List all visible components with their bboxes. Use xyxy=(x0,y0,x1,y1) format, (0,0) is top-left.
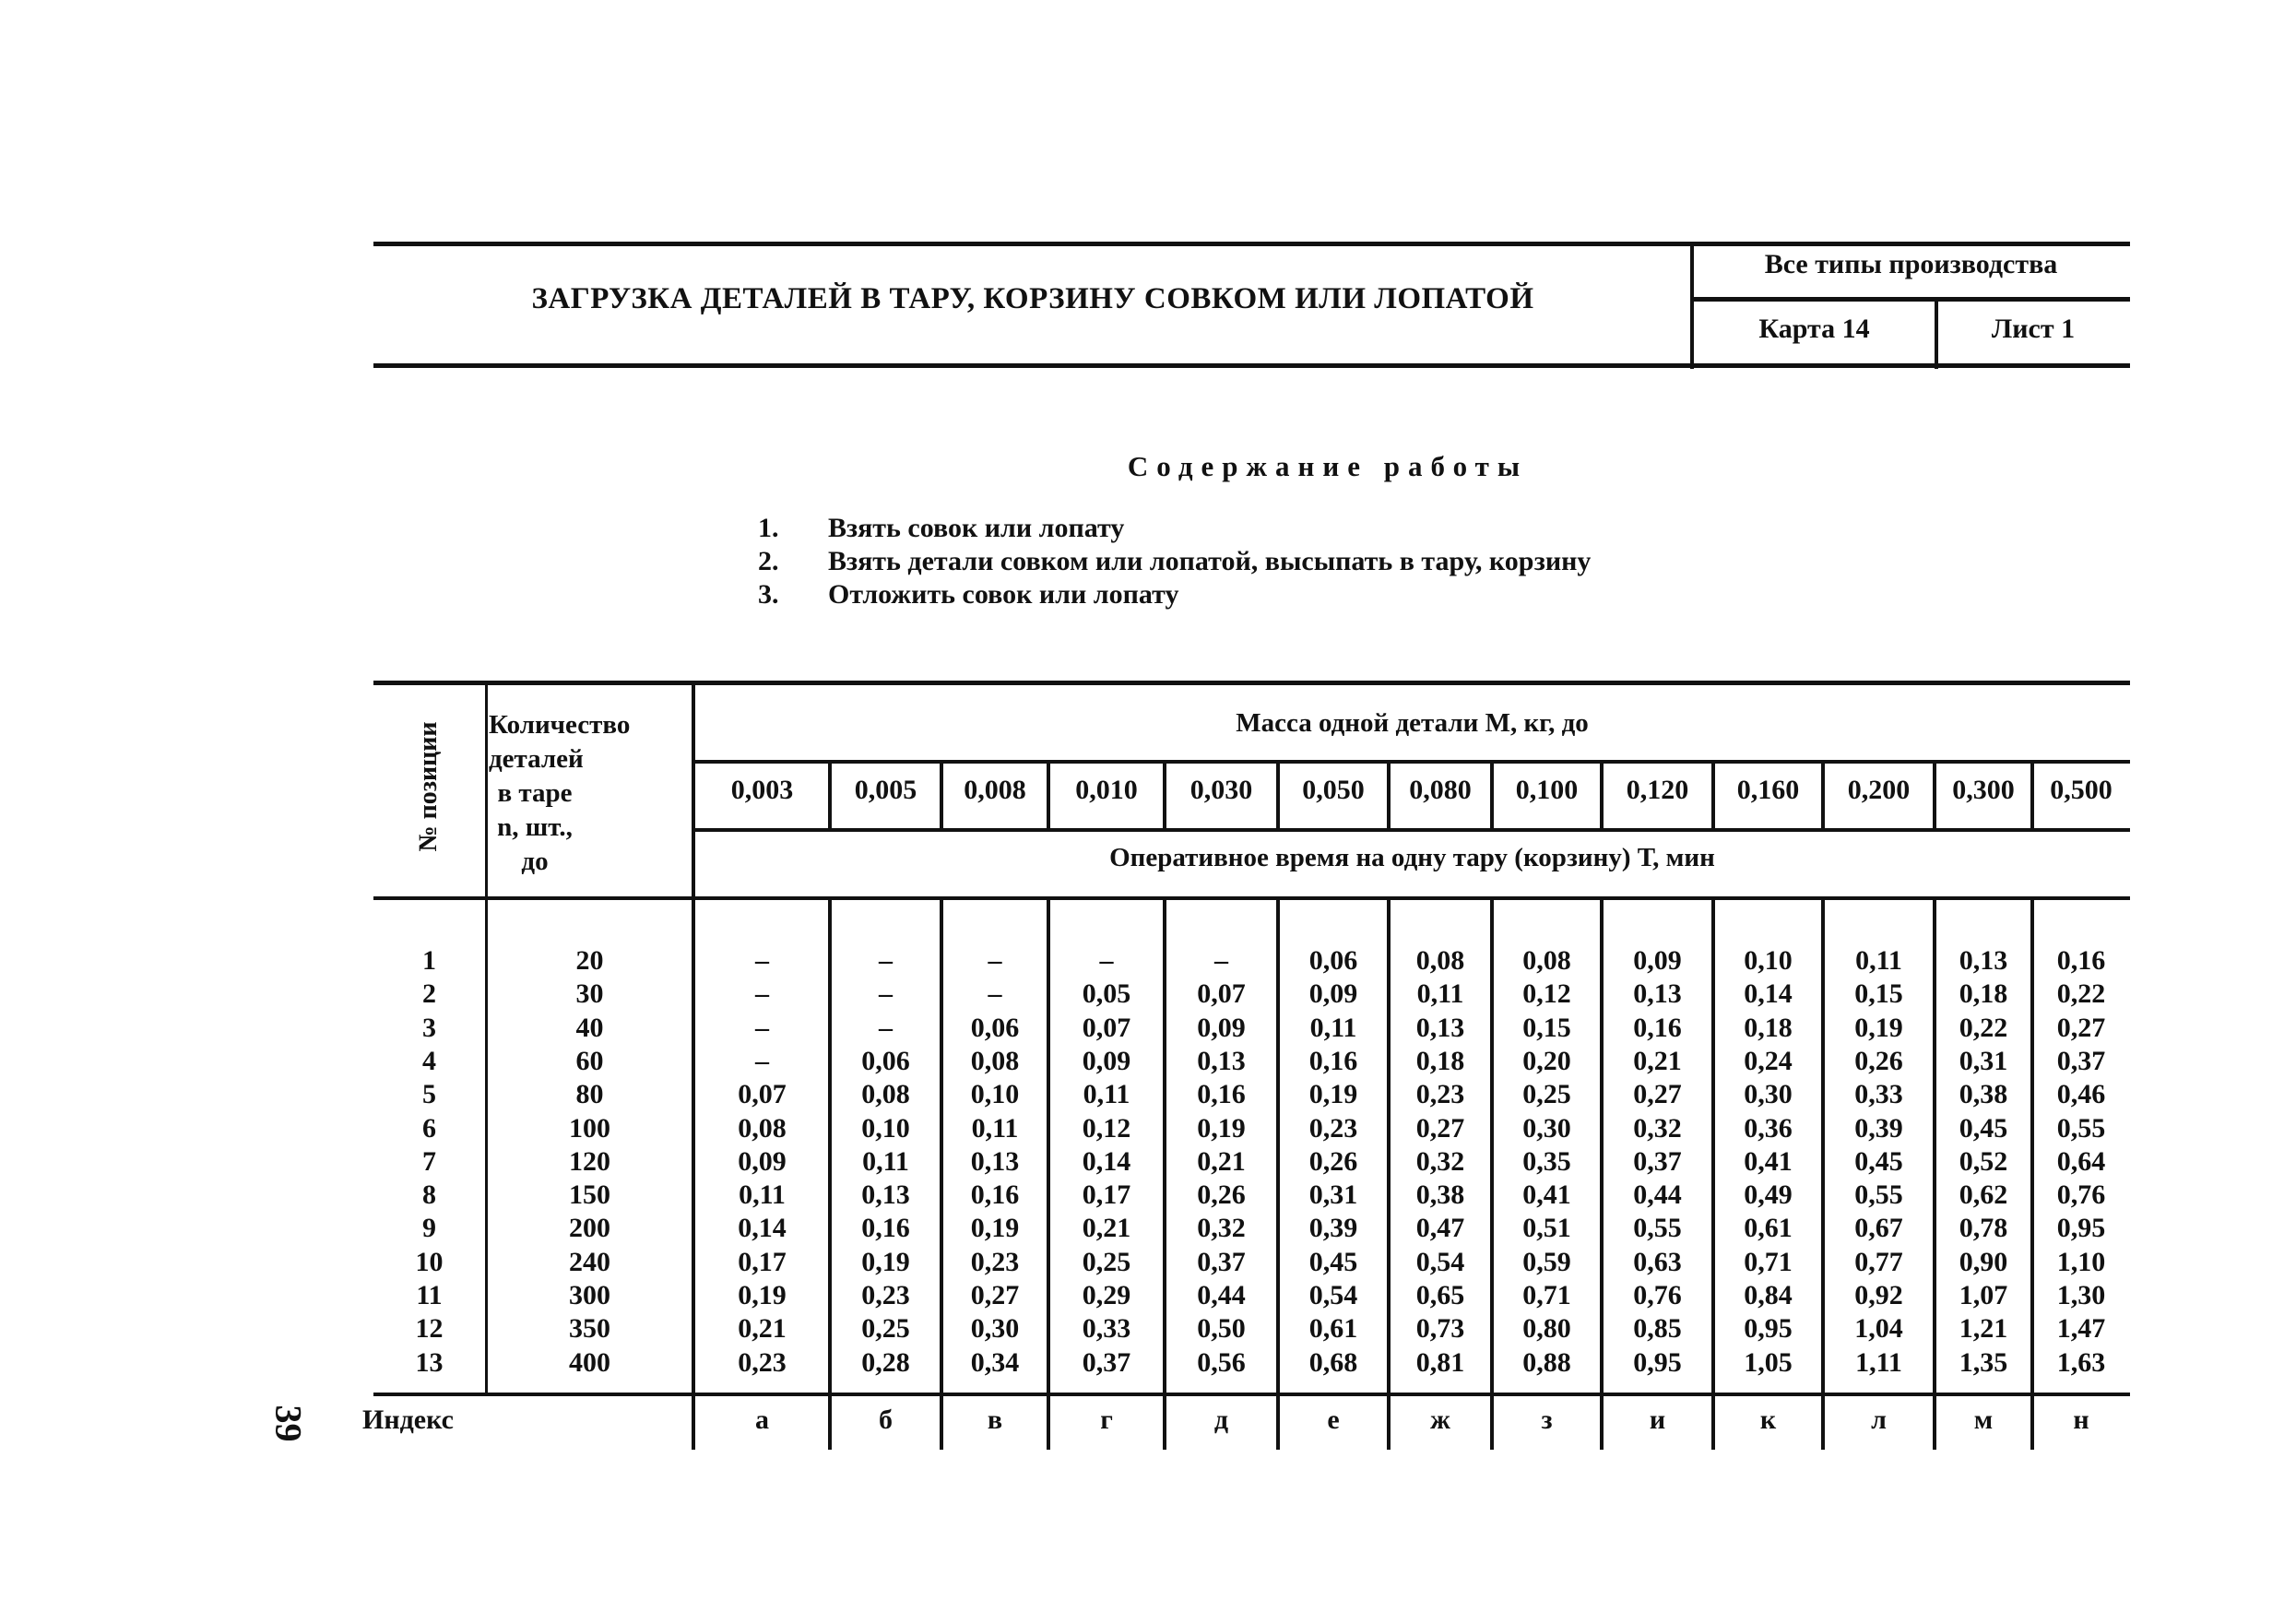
time-value: 0,50 xyxy=(1197,1313,1246,1345)
time-value: 0,13 xyxy=(1415,1012,1465,1043)
quantity-value: 40 xyxy=(575,1012,604,1043)
time-value: 1,07 xyxy=(1959,1280,2008,1310)
time-value: 0,71 xyxy=(1744,1246,1793,1277)
time-value: – xyxy=(755,1045,769,1076)
mass-value: 0,100 xyxy=(1515,775,1579,805)
time-value: 0,13 xyxy=(970,1145,1020,1177)
time-value: 0,08 xyxy=(861,1079,910,1110)
time-value: 0,68 xyxy=(1308,1346,1358,1378)
time-value: 0,19 xyxy=(738,1280,787,1310)
time-value: 0,78 xyxy=(1959,1213,2008,1244)
time-value: 0,81 xyxy=(1415,1346,1465,1378)
time-value: 0,27 xyxy=(1633,1079,1682,1110)
position-number: 3 xyxy=(422,1012,436,1043)
time-value: 0,37 xyxy=(1197,1246,1246,1277)
time-value: 0,19 xyxy=(1854,1012,1903,1043)
position-header xyxy=(383,704,475,870)
time-value: 0,45 xyxy=(1854,1145,1903,1177)
time-value: – xyxy=(1214,945,1228,976)
time-value: 0,08 xyxy=(970,1045,1020,1076)
index-value: г xyxy=(1100,1405,1113,1435)
quantity-value: 240 xyxy=(569,1246,610,1277)
step-number: 1. xyxy=(758,513,779,543)
time-value: 0,07 xyxy=(1082,1012,1131,1043)
time-value: – xyxy=(879,945,893,976)
time-value: 0,32 xyxy=(1197,1213,1246,1244)
time-value: 0,71 xyxy=(1522,1280,1571,1310)
time-value: 0,30 xyxy=(970,1313,1020,1345)
table-top-rule xyxy=(373,681,2130,685)
time-value: 0,26 xyxy=(1197,1179,1246,1211)
index-value: н xyxy=(2073,1405,2089,1435)
time-value: 0,37 xyxy=(1082,1346,1131,1378)
time-value: 0,16 xyxy=(1633,1012,1682,1043)
position-header-text: № позиции xyxy=(414,721,443,852)
position-number: 12 xyxy=(415,1313,444,1345)
time-value: 0,88 xyxy=(1522,1346,1571,1378)
time-value: 0,19 xyxy=(861,1246,910,1277)
mass-value: 0,500 xyxy=(2050,775,2113,805)
time-value: 0,23 xyxy=(1308,1112,1358,1144)
index-value: е xyxy=(1327,1405,1340,1435)
index-value: ж xyxy=(1430,1405,1450,1435)
time-value: 0,06 xyxy=(970,1012,1020,1043)
time-value: 0,35 xyxy=(1522,1145,1571,1177)
time-value: 0,12 xyxy=(1522,978,1571,1010)
time-value: 0,10 xyxy=(970,1079,1020,1110)
time-value: 0,26 xyxy=(1308,1145,1358,1177)
quantity-value: 350 xyxy=(569,1313,610,1345)
time-value: 0,11 xyxy=(739,1179,786,1211)
time-value: 0,80 xyxy=(1522,1313,1571,1345)
time-value: 0,30 xyxy=(1522,1112,1571,1144)
quantity-header-line: в таре xyxy=(497,778,573,808)
time-value: 0,27 xyxy=(2056,1012,2106,1043)
time-value: – xyxy=(755,1012,769,1043)
time-value: 0,14 xyxy=(1744,978,1793,1010)
time-value: 0,56 xyxy=(1197,1346,1246,1378)
time-value: 0,16 xyxy=(1197,1079,1246,1110)
time-value: 0,41 xyxy=(1744,1145,1793,1177)
quantity-value: 60 xyxy=(575,1045,604,1076)
time-value: 0,23 xyxy=(738,1346,787,1378)
mass-value: 0,200 xyxy=(1847,775,1911,805)
time-value: 0,30 xyxy=(1744,1079,1793,1110)
time-value: 0,18 xyxy=(1744,1012,1793,1043)
time-value: 0,09 xyxy=(1197,1012,1246,1043)
time-value: 1,30 xyxy=(2056,1280,2106,1310)
position-number: 1 xyxy=(422,945,436,976)
mass-value: 0,005 xyxy=(854,775,917,805)
time-value: 0,16 xyxy=(1308,1045,1358,1076)
time-value: 0,17 xyxy=(738,1246,787,1277)
step-number: 2. xyxy=(758,546,779,576)
time-value: 0,54 xyxy=(1415,1246,1465,1277)
card-number: Карта 14 xyxy=(1758,314,1870,344)
time-value: 0,38 xyxy=(1415,1179,1465,1211)
quantity-value: 200 xyxy=(569,1213,610,1244)
time-value: 0,32 xyxy=(1415,1145,1465,1177)
index-value: м xyxy=(1973,1405,1994,1435)
time-value: 0,07 xyxy=(738,1079,787,1110)
time-value: 0,19 xyxy=(970,1213,1020,1244)
time-value: 0,15 xyxy=(1854,978,1903,1010)
time-value: 0,92 xyxy=(1854,1280,1903,1310)
index-value: а xyxy=(755,1405,769,1435)
time-value: 0,33 xyxy=(1854,1079,1903,1110)
divider xyxy=(373,242,2130,246)
work-steps xyxy=(758,512,1591,611)
time-value: 0,36 xyxy=(1744,1112,1793,1144)
table-rule xyxy=(694,760,2130,764)
time-value: 0,55 xyxy=(2056,1112,2106,1144)
time-value: 0,06 xyxy=(1308,945,1358,976)
time-value: 0,11 xyxy=(1083,1079,1130,1110)
time-value: 0,95 xyxy=(2056,1213,2106,1244)
time-value: 0,25 xyxy=(1522,1079,1571,1110)
quantity-value: 120 xyxy=(569,1145,610,1177)
time-value: 0,21 xyxy=(738,1313,787,1345)
time-value: 0,05 xyxy=(1082,978,1131,1010)
list-item xyxy=(758,512,1591,545)
time-value: 0,55 xyxy=(1854,1179,1903,1211)
mass-value: 0,080 xyxy=(1409,775,1472,805)
divider xyxy=(373,363,2130,368)
time-value: 0,65 xyxy=(1415,1280,1465,1310)
time-value: 0,84 xyxy=(1744,1280,1793,1310)
quantity-value: 300 xyxy=(569,1280,610,1310)
time-value: 0,21 xyxy=(1197,1145,1246,1177)
time-value: 0,27 xyxy=(1415,1112,1465,1144)
time-value: 0,39 xyxy=(1308,1213,1358,1244)
time-value: 1,11 xyxy=(1855,1346,1902,1378)
time-value: 0,77 xyxy=(1854,1246,1903,1277)
quantity-value: 400 xyxy=(569,1346,610,1378)
time-value: 0,28 xyxy=(861,1346,910,1378)
time-value: 0,13 xyxy=(1633,978,1682,1010)
time-value: 0,09 xyxy=(1082,1045,1131,1076)
time-value: 0,15 xyxy=(1522,1012,1571,1043)
time-value: – xyxy=(879,978,893,1010)
list-item xyxy=(758,545,1591,578)
time-value: 0,11 xyxy=(1855,945,1902,976)
step-number: 3. xyxy=(758,579,779,610)
time-value: 0,62 xyxy=(1959,1179,2008,1211)
index-value: к xyxy=(1759,1405,1777,1435)
time-value: 0,20 xyxy=(1522,1045,1571,1076)
time-value: – xyxy=(988,945,1002,976)
time-value: 0,07 xyxy=(1197,978,1246,1010)
index-value: и xyxy=(1649,1405,1666,1435)
position-number: 7 xyxy=(422,1145,436,1177)
time-value: 0,11 xyxy=(1416,978,1464,1010)
time-value: 0,08 xyxy=(1415,945,1465,976)
divider xyxy=(1692,297,2130,302)
quantity-header xyxy=(489,708,631,879)
position-number: 8 xyxy=(422,1179,436,1211)
position-number: 10 xyxy=(415,1246,444,1277)
time-value: 0,44 xyxy=(1633,1179,1682,1211)
time-value: 0,12 xyxy=(1082,1112,1131,1144)
time-value: 0,14 xyxy=(1082,1145,1131,1177)
mass-value: 0,003 xyxy=(730,775,794,805)
time-value: 0,19 xyxy=(1197,1112,1246,1144)
time-value: 0,25 xyxy=(1082,1246,1131,1277)
index-value: д xyxy=(1213,1405,1229,1435)
time-value: 0,31 xyxy=(1959,1045,2008,1076)
list-item xyxy=(758,578,1591,611)
time-value: 0,06 xyxy=(861,1045,910,1076)
time-value: 0,95 xyxy=(1633,1346,1682,1378)
table-rule xyxy=(373,1393,2130,1396)
time-value: 0,54 xyxy=(1308,1280,1358,1310)
position-number: 5 xyxy=(422,1079,436,1110)
index-value: в xyxy=(987,1405,1003,1435)
time-value: 0,21 xyxy=(1633,1045,1682,1076)
time-value: 0,08 xyxy=(1522,945,1571,976)
mass-value: 0,160 xyxy=(1736,775,1800,805)
time-value: 0,49 xyxy=(1744,1179,1793,1211)
time-value: 0,52 xyxy=(1959,1145,2008,1177)
time-value: 0,10 xyxy=(861,1112,910,1144)
work-content-heading: Содержание работы xyxy=(1127,450,1529,482)
time-value: 0,29 xyxy=(1082,1280,1131,1310)
page-number: 39 xyxy=(267,1405,310,1442)
time-value: 0,13 xyxy=(1197,1045,1246,1076)
time-value: 0,63 xyxy=(1633,1246,1682,1277)
time-value: 0,25 xyxy=(861,1313,910,1345)
time-value: 0,21 xyxy=(1082,1213,1131,1244)
time-value: – xyxy=(1099,945,1114,976)
mass-value: 0,030 xyxy=(1189,775,1253,805)
index-value: з xyxy=(1541,1405,1553,1435)
time-value: 0,51 xyxy=(1522,1213,1571,1244)
time-value: 0,13 xyxy=(861,1179,910,1211)
time-value: 0,39 xyxy=(1854,1112,1903,1144)
time-value: 0,27 xyxy=(970,1280,1020,1310)
time-value: 0,16 xyxy=(2056,945,2106,976)
document-title: ЗАГРУЗКА ДЕТАЛЕЙ В ТАРУ, КОРЗИНУ СОВКОМ ИЛИ ЛОПАТОЙ xyxy=(531,282,1534,315)
time-value: 1,21 xyxy=(1959,1313,2008,1345)
time-value: 0,09 xyxy=(1308,978,1358,1010)
time-value: 1,47 xyxy=(2056,1313,2106,1345)
time-value: 0,09 xyxy=(1633,945,1682,976)
time-norm-table xyxy=(362,681,2130,1455)
mass-header: Масса одной детали М, кг, до xyxy=(1236,708,1589,738)
time-value: 0,18 xyxy=(1959,978,2008,1010)
time-value: – xyxy=(755,978,769,1010)
time-value: 0,23 xyxy=(861,1280,910,1310)
quantity-header-line: деталей xyxy=(489,744,584,774)
time-value: 0,10 xyxy=(1744,945,1793,976)
position-number: 9 xyxy=(422,1213,436,1244)
sheet-number: Лист 1 xyxy=(1991,314,2076,344)
time-value: 0,95 xyxy=(1744,1313,1793,1345)
time-value: 0,17 xyxy=(1082,1179,1131,1211)
time-value: 0,76 xyxy=(1633,1280,1682,1310)
time-value: 0,61 xyxy=(1744,1213,1793,1244)
time-value: 0,55 xyxy=(1633,1213,1682,1244)
step-text: Взять детали совком или лопатой, высыпать в тару, корзину xyxy=(828,546,1592,576)
time-value: 0,37 xyxy=(2056,1045,2106,1076)
operative-time-header: Оперативное время на одну тару (корзину) Т, мин xyxy=(1109,843,1715,872)
time-value: 0,64 xyxy=(2056,1145,2106,1177)
quantity-value: 20 xyxy=(575,945,604,976)
time-value: 0,85 xyxy=(1633,1313,1682,1345)
time-value: – xyxy=(879,1012,893,1043)
time-value: 1,05 xyxy=(1744,1346,1793,1378)
time-value: 0,90 xyxy=(1959,1246,2008,1277)
time-value: 0,46 xyxy=(2056,1079,2106,1110)
step-text: Отложить совок или лопату xyxy=(828,579,1179,610)
time-value: 0,18 xyxy=(1415,1045,1465,1076)
quantity-header-line: n, шт., до xyxy=(497,812,573,876)
time-value: 0,09 xyxy=(738,1145,787,1177)
time-value: 0,59 xyxy=(1522,1246,1571,1277)
time-value: 1,10 xyxy=(2056,1246,2106,1277)
time-value: 0,11 xyxy=(862,1145,909,1177)
time-value: 0,11 xyxy=(971,1112,1019,1144)
time-value: 0,45 xyxy=(1308,1246,1358,1277)
mass-value: 0,300 xyxy=(1952,775,2015,805)
time-value: – xyxy=(988,978,1002,1010)
time-value: 0,33 xyxy=(1082,1313,1131,1345)
time-value: 0,22 xyxy=(1959,1012,2008,1043)
time-value: 0,16 xyxy=(861,1213,910,1244)
quantity-value: 30 xyxy=(575,978,604,1010)
time-value: 0,23 xyxy=(970,1246,1020,1277)
position-number: 2 xyxy=(422,978,436,1010)
step-text: Взять совок или лопату xyxy=(828,513,1125,543)
table-rule xyxy=(694,828,2130,832)
position-number: 4 xyxy=(422,1045,436,1076)
mass-value: 0,008 xyxy=(964,775,1026,805)
time-value: 0,13 xyxy=(1959,945,2008,976)
position-number: 11 xyxy=(416,1280,443,1310)
time-value: 0,67 xyxy=(1854,1213,1903,1244)
index-label: Индекс xyxy=(362,1405,454,1435)
time-value: 0,45 xyxy=(1959,1112,2008,1144)
quantity-header-line: Количество xyxy=(489,710,631,740)
time-value: 1,35 xyxy=(1959,1346,2008,1378)
quantity-value: 150 xyxy=(569,1179,610,1211)
time-value: 0,73 xyxy=(1415,1313,1465,1345)
position-number: 13 xyxy=(415,1346,444,1378)
time-value: 0,26 xyxy=(1854,1045,1903,1076)
production-type: Все типы производства xyxy=(1764,249,2058,279)
mass-value: 0,010 xyxy=(1075,775,1138,805)
time-value: 0,16 xyxy=(970,1179,1020,1211)
time-value: 0,14 xyxy=(738,1213,787,1244)
time-value: 0,61 xyxy=(1308,1313,1358,1345)
index-value: б xyxy=(879,1405,893,1435)
time-value: 0,31 xyxy=(1308,1179,1358,1211)
time-value: 1,63 xyxy=(2056,1346,2106,1378)
time-value: 0,41 xyxy=(1522,1179,1571,1211)
mass-value: 0,050 xyxy=(1302,775,1365,805)
table-rule xyxy=(373,896,2130,900)
mass-value: 0,120 xyxy=(1626,775,1689,805)
time-value: – xyxy=(755,945,769,976)
quantity-value: 80 xyxy=(575,1079,604,1110)
time-value: 0,23 xyxy=(1415,1079,1465,1110)
time-value: 0,38 xyxy=(1959,1079,2008,1110)
quantity-value: 100 xyxy=(569,1112,610,1144)
time-value: 0,22 xyxy=(2056,978,2106,1010)
time-value: 0,19 xyxy=(1308,1079,1358,1110)
time-value: 0,44 xyxy=(1197,1280,1246,1310)
index-value: л xyxy=(1871,1405,1887,1435)
time-value: 0,24 xyxy=(1744,1045,1793,1076)
time-value: 0,34 xyxy=(970,1346,1020,1378)
title-block xyxy=(373,242,2130,369)
time-value: 0,76 xyxy=(2056,1179,2106,1211)
time-value: 1,04 xyxy=(1854,1313,1903,1345)
time-value: 0,32 xyxy=(1633,1112,1682,1144)
time-value: 0,11 xyxy=(1309,1012,1357,1043)
position-number: 6 xyxy=(422,1112,436,1144)
time-value: 0,47 xyxy=(1415,1213,1465,1244)
time-value: 0,08 xyxy=(738,1112,787,1144)
time-value: 0,37 xyxy=(1633,1145,1682,1177)
